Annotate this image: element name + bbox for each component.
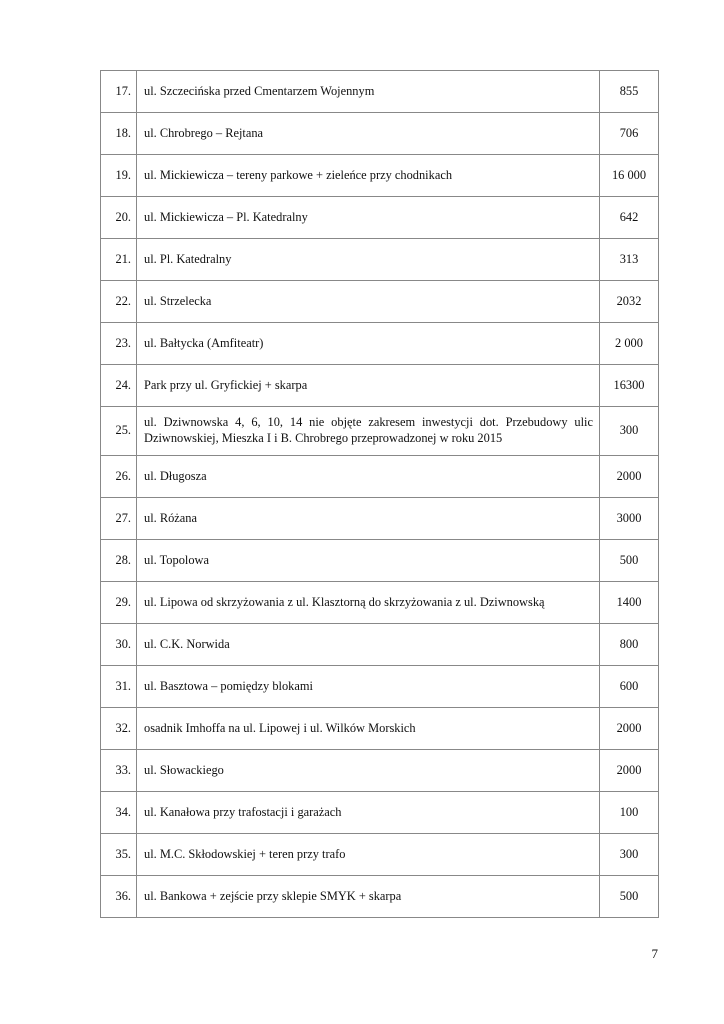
table-row [101, 365, 659, 407]
row-number-cell: 33. [101, 750, 137, 792]
row-number-cell: 17. [101, 71, 137, 113]
table-row [101, 498, 659, 540]
table-row [101, 155, 659, 197]
row-description-cell: ul. Bałtycka (Amfiteatr) [137, 323, 600, 365]
table-row [101, 239, 659, 281]
row-number-cell: 27. [101, 498, 137, 540]
row-description-cell: ul. Długosza [137, 456, 600, 498]
table-row [101, 834, 659, 876]
row-description-cell: ul. Topolowa [137, 540, 600, 582]
row-description-cell: ul. Mickiewicza – Pl. Katedralny [137, 197, 600, 239]
row-number-cell: 30. [101, 624, 137, 666]
row-description-cell: ul. Basztowa – pomiędzy blokami [137, 666, 600, 708]
row-description-cell: Park przy ul. Gryfickiej + skarpa [137, 365, 600, 407]
row-value-cell: 2 000 [600, 323, 659, 365]
table-row [101, 71, 659, 113]
table-row [101, 582, 659, 624]
row-description-cell: ul. Słowackiego [137, 750, 600, 792]
row-number-cell: 34. [101, 792, 137, 834]
row-value-cell: 855 [600, 71, 659, 113]
row-number-cell: 35. [101, 834, 137, 876]
row-description-cell: ul. Chrobrego – Rejtana [137, 113, 600, 155]
row-description-cell: ul. Bankowa + zejście przy sklepie SMYK + skarpa [137, 876, 600, 918]
row-number-cell: 21. [101, 239, 137, 281]
row-value-cell: 16 000 [600, 155, 659, 197]
table-row [101, 407, 659, 456]
row-description-cell: ul. C.K. Norwida [137, 624, 600, 666]
budget-table-container [100, 70, 658, 918]
row-number-cell: 31. [101, 666, 137, 708]
row-description-cell: ul. Różana [137, 498, 600, 540]
row-value-cell: 3000 [600, 498, 659, 540]
row-value-cell: 500 [600, 540, 659, 582]
row-number-cell: 25. [101, 407, 137, 456]
table-row [101, 666, 659, 708]
row-description-cell: ul. Dziwnowska 4, 6, 10, 14 nie objęte zakresem inwestycji dot. Przebudowy ulic Dziwnowskiej, Mieszka I i B. Chrobrego przeprowadzonej w roku 2015 [137, 407, 600, 456]
row-number-cell: 23. [101, 323, 137, 365]
row-value-cell: 800 [600, 624, 659, 666]
row-number-cell: 19. [101, 155, 137, 197]
row-value-cell: 16300 [600, 365, 659, 407]
table-row [101, 624, 659, 666]
budget-table [100, 70, 659, 918]
row-description-cell: ul. Szczecińska przed Cmentarzem Wojennym [137, 71, 600, 113]
row-value-cell: 100 [600, 792, 659, 834]
row-description-cell: ul. M.C. Skłodowskiej + teren przy trafo [137, 834, 600, 876]
page-number: 7 [651, 946, 658, 961]
table-row [101, 113, 659, 155]
table-row [101, 708, 659, 750]
row-number-cell: 29. [101, 582, 137, 624]
row-number-cell: 32. [101, 708, 137, 750]
row-number-cell: 18. [101, 113, 137, 155]
table-row [101, 540, 659, 582]
budget-table-body [101, 71, 659, 918]
row-description-cell: ul. Lipowa od skrzyżowania z ul. Klasztorną do skrzyżowania z ul. Dziwnowską [137, 582, 600, 624]
table-row [101, 197, 659, 239]
table-row [101, 876, 659, 918]
row-description-cell: ul. Kanałowa przy trafostacji i garażach [137, 792, 600, 834]
table-row [101, 323, 659, 365]
table-row [101, 281, 659, 323]
row-value-cell: 706 [600, 113, 659, 155]
row-number-cell: 26. [101, 456, 137, 498]
row-description-cell: ul. Strzelecka [137, 281, 600, 323]
row-value-cell: 500 [600, 876, 659, 918]
row-value-cell: 2000 [600, 708, 659, 750]
table-row [101, 750, 659, 792]
row-number-cell: 36. [101, 876, 137, 918]
row-value-cell: 642 [600, 197, 659, 239]
row-value-cell: 2032 [600, 281, 659, 323]
row-value-cell: 313 [600, 239, 659, 281]
row-description-cell: osadnik Imhoffa na ul. Lipowej i ul. Wilków Morskich [137, 708, 600, 750]
row-number-cell: 28. [101, 540, 137, 582]
row-value-cell: 1400 [600, 582, 659, 624]
row-value-cell: 2000 [600, 750, 659, 792]
row-value-cell: 2000 [600, 456, 659, 498]
table-row [101, 456, 659, 498]
table-row [101, 792, 659, 834]
row-value-cell: 300 [600, 834, 659, 876]
row-value-cell: 600 [600, 666, 659, 708]
row-number-cell: 24. [101, 365, 137, 407]
row-number-cell: 22. [101, 281, 137, 323]
row-description-cell: ul. Mickiewicza – tereny parkowe + zieleńce przy chodnikach [137, 155, 600, 197]
row-description-cell: ul. Pl. Katedralny [137, 239, 600, 281]
row-number-cell: 20. [101, 197, 137, 239]
row-value-cell: 300 [600, 407, 659, 456]
